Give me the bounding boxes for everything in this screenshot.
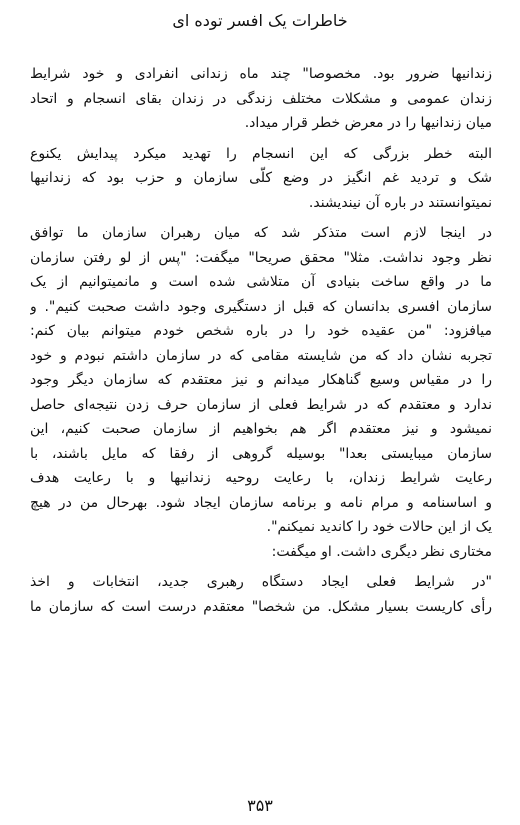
- text-line: سازمان افسری بدانسان که قبل از دستگیری وجود داشت صحبت کنیم". و: [30, 298, 492, 315]
- text-line: رأی کاریست بسیار مشکل. من شخصا" معتقدم درست است که سازمان ما: [30, 598, 492, 615]
- text-line: رعایت شرایط زندان، با رعایت روحیه زندانیها و با رعایت هدف: [30, 470, 492, 486]
- text-line: میان زندانیها را در معرض خطر قرار میداد.: [244, 115, 492, 131]
- paragraph: [30, 540, 492, 565]
- text-line: تجربه نشان داد که من شایسته مقامی که در سازمان داشتم نبودم و خود: [30, 347, 492, 364]
- page-number: ۳۵۳: [247, 796, 273, 815]
- running-title: خاطرات یک افسر توده ای: [172, 11, 348, 30]
- text-line: شک و تردید غم انگیز در وضع کلّی سازمان و حزب بود که زندانیها: [30, 170, 492, 186]
- text-line: زندانیها ضرور بود. مخصوصا" چند ماه زندانی انفرادی و خود شرایط: [30, 66, 492, 82]
- text-line: مختاری نظر دیگری داشت. او میگفت:: [271, 543, 492, 560]
- text-line: زندان عمومی و مشکلات مختلف زندگی در زندان بقای انسجام و اتحاد: [30, 90, 492, 107]
- paragraph: [30, 221, 492, 540]
- text-line: ما در واقع ساخت بنیادی آن متلاشی شده است و مانمیتوانیم از یک: [30, 274, 492, 290]
- paragraph: [30, 142, 492, 216]
- text-line: نمیشود و نیز معتقدم اگر هم بخواهیم از سازمان صحبت کنیم، این: [30, 421, 492, 437]
- text-line: نمیتوانستند در باره آن نیندیشند.: [308, 194, 492, 211]
- text-line: را در مقیاس وسیع گناهکار میدانم و نیز معتقدم که سازمان دیگر وجود: [30, 372, 492, 388]
- paragraph: [30, 570, 492, 619]
- paragraph: [30, 62, 492, 136]
- text-line: در اینجا لازم است متذکر شد که میان رهبران سازمان ما توافق: [30, 225, 492, 241]
- text-line: ندارد و معتقدم که در شرایط فعلی از سازمان حرف زدن نتیجه‌ای حاصل: [30, 396, 492, 413]
- body-text: [30, 62, 492, 619]
- text-line: یک از این حالات خود را کاندید نمیکنم".: [266, 519, 492, 535]
- text-line: نظر وجود نداشت. مثلا" محقق صریحا" میگفت: "پس از لو رفتن سازمان: [30, 249, 492, 266]
- text-line: البته خطر بزرگی که این انسجام را تهدید میکرد پیدایش یکنوع: [30, 145, 492, 162]
- text-line: و اساسنامه و مرام نامه و برنامه سازمان ایجاد شود. بهرحال من در هیچ: [30, 494, 492, 511]
- text-line: میافزود: "من عقیده خود را در باره شخص خودم میتوانم بیان کنم:: [30, 323, 492, 339]
- text-line: "در شرایط فعلی ایجاد دستگاه رهبری جدید، انتخابات و اخذ: [30, 574, 492, 590]
- text-line: سازمان میبایستی بعدا" بوسیله گروهی از رفقا که مایل باشند، با: [30, 445, 492, 462]
